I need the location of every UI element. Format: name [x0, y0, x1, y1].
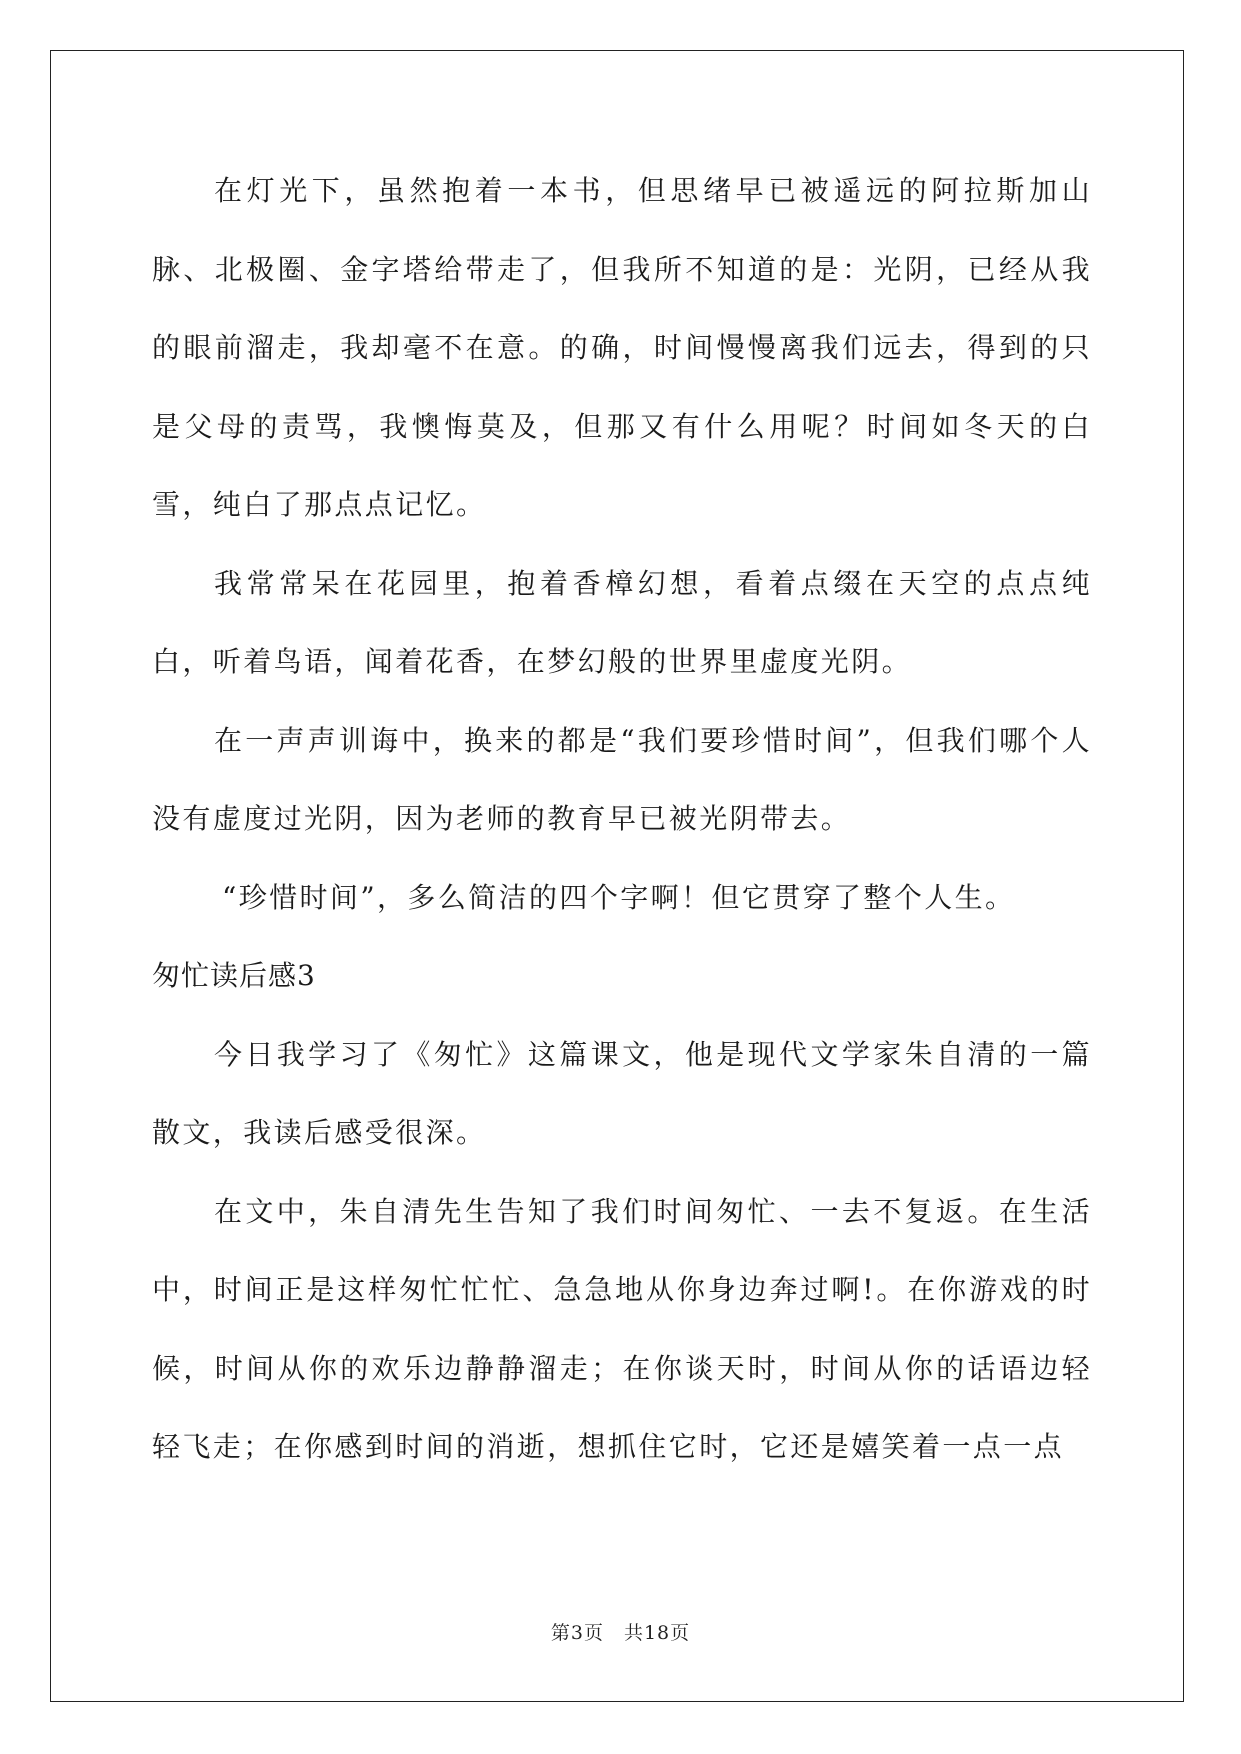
paragraph-1: 在灯光下，虽然抱着一本书，但思绪早已被遥远的阿拉斯加山脉、北极圈、金字塔给带走了，但我所不知道的是：光阴，已经从我的眼前溜走，我却毫不在意。的确，时间慢慢离我们远去，得到的只是父母的责骂，我懊悔莫及，但那又有什么用呢？时间如冬天的白雪，纯白了那点点记忆。	[152, 174, 1092, 521]
section-heading: 匆忙读后感3	[152, 959, 316, 992]
document-body	[152, 152, 1092, 1487]
paragraph-5: 今日我学习了《匆忙》这篇课文，他是现代文学家朱自清的一篇散文，我读后感受很深。	[152, 1037, 1092, 1149]
paragraph-2: 我常常呆在花园里，抱着香樟幻想，看着点缀在天空的点点纯白，听着鸟语，闻着花香，在梦幻般的世界里虚度光阴。	[152, 566, 1092, 678]
page-number-footer: 第3页 共18页	[550, 1622, 691, 1644]
paragraph-6: 在文中，朱自清先生告知了我们时间匆忙、一去不复返。在生活中，时间正是这样匆忙忙忙、急急地从你身边奔过啊!。在你游戏的时候，时间从你的欢乐边静静溜走；在你谈天时，时间从你的话语边轻轻飞走；在你感到时间的消逝，想抓住它时，它还是嬉笑着一点一点	[152, 1194, 1092, 1463]
paragraph-4: “珍惜时间”，多么简洁的四个字啊！但它贯穿了整个人生。	[222, 880, 1016, 914]
paragraph-3: 在一声声训诲中，换来的都是“我们要珍惜时间”，但我们哪个人没有虚度过光阴，因为老师的教育早已被光阴带去。	[152, 723, 1092, 835]
